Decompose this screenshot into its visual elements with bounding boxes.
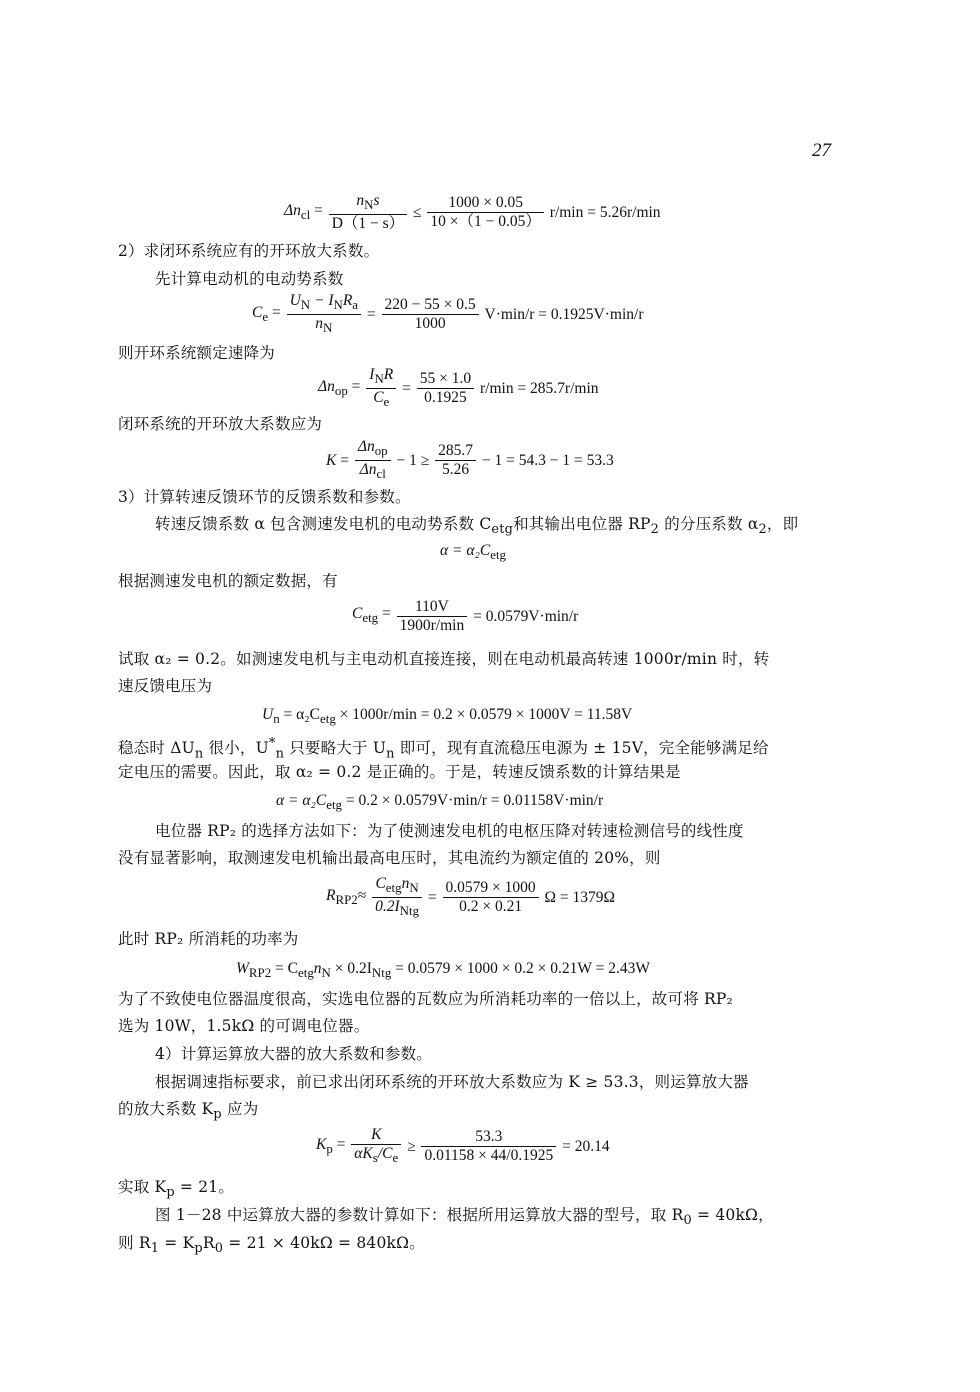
paragraph-line: 根据测速发电机的额定数据，有 (118, 572, 338, 590)
paragraph-line: 为了不致使电位器温度很高，实选电位器的瓦数应为所消耗功率的一倍以上，故可将 RP₂ (118, 990, 733, 1008)
paragraph-line: 图 1－28 中运算放大器的参数计算如下：根据所用运算放大器的型号，取 $R_0 = 40k\Omega$， (155, 1206, 774, 1229)
equation-delta-n-op: $\Delta n_{op}$ = $\frac{I_NR}{C_e}$ = $\frac{55 \times 1.0}{0.1925}$ r/min = 285.7r/min (318, 366, 599, 410)
equation-un: $U_n = \alpha_2C_{etg} \times 1000r/\min = 0.2 \times 0.0579 \times 1000V = 11.58V$ (262, 706, 633, 727)
paragraph-line: 此时 RP₂ 所消耗的功率为 (118, 930, 299, 948)
equation-kp: $K_p$ = $\frac{K}{\alpha K_s/C_e}$ ≥ $\frac{53.3}{0.01158 \times 44/0.1925}$ = 20.14 (316, 1126, 610, 1166)
paragraph-line: 的放大系数 $K_p$ 应为 (118, 1100, 259, 1123)
paragraph-line: 选为 10W，1.5kΩ 的可调电位器。 (118, 1017, 370, 1035)
equation-delta-n-cl: $\Delta n_{cl}$ = $\frac{n_Ns}{D(1 - s)}$ ≤ $\frac{1000 \times 0.05}{10 \times(1 - 0.05)}$ r/min = 5.26r/min (284, 192, 661, 233)
paragraph-line: 没有显著影响，取测速发电机输出最高电压时，其电流约为额定值的 20%，则 (118, 849, 661, 867)
paragraph-line: 试取 α₂ = 0.2。如测速发电机与主电动机直接连接，则在电动机最高转速 1000r/min 时，转 (118, 650, 770, 668)
equation-rrp2: $R_{RP2}\approx$ $\frac{C_{etg}n_N}{0.2I_{Ntg}}$ = $\frac{0.0579 \times 1000}{0.2 \times 0.21}$ Ω = 1379Ω (326, 875, 616, 919)
paragraph-line: 定电压的需要。因此，取 α₂ = 0.2 是正确的。于是，转速反馈系数的计算结果是 (118, 763, 681, 781)
paragraph-line: 则 $R_1 = K_pR_0 = 21 \times 40k\Omega = 840k\Omega$。 (118, 1234, 425, 1257)
paragraph-line: 转速反馈系数 α 包含测速发电机的电动势系数 $C_{etg}$和其输出电位器 $RP_2$ 的分压系数 $\alpha_2$，即 (155, 515, 799, 538)
equation-k: K = $\frac{\Delta n_{op}}{\Delta n_{cl}}$ − 1 ≥ $\frac{285.7}{5.26}$ − 1 = 54.3 − 1 = 53.3 (326, 438, 614, 482)
page-number: 27 (812, 140, 831, 161)
section-2-heading: 2）求闭环系统应有的开环放大系数。 (118, 242, 380, 260)
paragraph-line: 先计算电动机的电动势系数 (155, 270, 344, 288)
paragraph-line: 实取 $K_p = 21$。 (118, 1178, 235, 1201)
paragraph-line: 根据调速指标要求，前已求出闭环系统的开环放大系数应为 K ≥ 53.3，则运算放大器 (155, 1073, 749, 1091)
equation-cetg: $C_{etg}$ = $\frac{110V}{1900r/\min}$ = 0.0579V·min/r (352, 598, 579, 634)
equation-ce: $C_e$ = $\frac{U_N - I_NR_a}{n_N}$ = $\frac{220 - 55 \times 0.5}{1000}$ V·min/r = 0.1925V·min/r (252, 292, 644, 336)
paragraph-line: 稳态时 $\Delta U_n$ 很小，$U^*_n$ 只要略大于 $U_n$ 即可，现有直流稳压电源为 ± 15V，完全能够满足给 (118, 736, 769, 762)
equation-wrp2: $W_{RP2} = C_{etg}n_N \times 0.2I_{Ntg} = 0.0579 \times 1000 \times 0.2 \times 0.21W = 2.43W$ (236, 960, 650, 981)
section-3-heading: 3）计算转速反馈环节的反馈系数和参数。 (118, 488, 411, 506)
equation-alpha-result: $\alpha = \alpha_2C_{etg} = 0.2 \times 0.0579V\cdot\min/r = 0.01158V\cdot\min/r$ (276, 792, 604, 813)
paragraph-line: 电位器 RP₂ 的选择方法如下：为了使测速发电机的电枢压降对转速检测信号的线性度 (155, 822, 744, 840)
paragraph-line: 速反馈电压为 (118, 677, 213, 695)
paragraph-line: 闭环系统的开环放大系数应为 (118, 415, 323, 433)
section-4-heading: 4）计算运算放大器的放大系数和参数。 (155, 1045, 432, 1063)
paragraph-line: 则开环系统额定速降为 (118, 344, 276, 362)
equation-alpha: $\alpha = \alpha_2C_{etg}$ (440, 542, 506, 563)
